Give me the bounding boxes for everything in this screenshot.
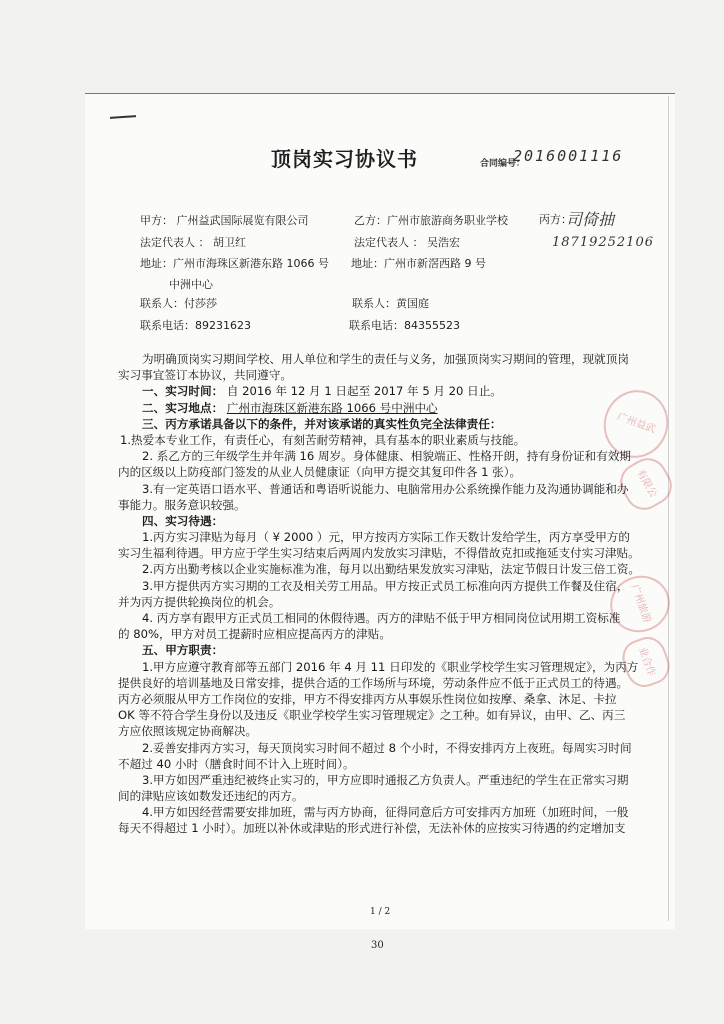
section-5-item-1-cont-2: 丙方必须服从甲方工作岗位的安排，甲方不得安排丙方从事娱乐性岗位如按摩、桑拿、沐足、卡拉 — [118, 691, 617, 706]
agreement-body — [118, 351, 646, 837]
party-b-address: 地址：广州市新滘西路 9 号 — [351, 257, 486, 270]
section-2-text: 广州市海珠区新港东路 1066 号中洲中心 — [226, 400, 438, 415]
section-5-item-3: 3.甲方如因严重违纪被终止实习的，甲方应即时通报乙方负责人。严重违纪的学生在正常实习期 — [142, 772, 629, 787]
intro-line-2: 实习事宜签订本协议，共同遵守。 — [118, 368, 292, 383]
section-5-item-1-cont-4: 方应依照该规定协商解决。 — [118, 724, 258, 739]
company-seal-partial-2: 有限公 — [613, 451, 679, 517]
party-b-phone: 联系电话：84355523 — [349, 319, 460, 332]
section-3-item-3: 3.有一定英语口语水平、普通话和粤语听说能力、电脑常用办公系统操作能力及沟通协调能和办 — [142, 481, 629, 496]
party-a-name: 甲方： 广州益武国际展览有限公司 — [140, 214, 309, 227]
section-4-item-4-cont: 的 80%，甲方对员工提薪时应相应提高丙方的津贴。 — [118, 627, 391, 642]
party-a-representative: 法定代表人 ： 胡卫红 — [140, 236, 246, 249]
section-5-item-1: 1.甲方应遵守教育部等五部门 2016 年 4 月 11 日印发的《职业学校学生实习管理规定》，为丙方 — [142, 659, 639, 674]
section-1 — [118, 383, 646, 399]
party-b-representative: 法定代表人 ： 吴浩宏 — [354, 236, 460, 249]
section-5-item-4-cont: 每天不得超过 1 小时）。加班以补休或津贴的形式进行补偿，无法补休的应按实习待遇的约定增加支 — [118, 821, 626, 836]
school-seal-partial-2: 业合作 — [617, 632, 675, 692]
section-4-item-3-cont: 并为丙方提供轮换岗位的机会。 — [118, 594, 281, 609]
section-3-item-2-cont: 内的区级以上防疫部门签发的从业人员健康证（向甲方提交其复印件各 1 张）。 — [118, 465, 522, 480]
section-5-item-1-cont-1: 提供良好的培训基地及日常安排，提供合适的工作场所与环境，劳动条件应不低于正式员工的待遇。 — [118, 675, 629, 690]
party-c-label: 丙方： — [539, 213, 572, 226]
section-3-item-2: 2. 系乙方的三年级学生并年满 16 周岁。身体健康、相貌端正、性格开朗，持有身份证和有效期 — [142, 449, 632, 464]
section-5-item-3-cont: 间的津贴应该如数发还违纪的丙方。 — [118, 789, 304, 804]
section-4-heading: 四、实习待遇： — [142, 513, 224, 528]
page-of-indicator: 1 / 2 — [370, 907, 391, 917]
party-a-contact: 联系人：付莎莎 — [140, 297, 217, 310]
party-c-signature: 司倚抽 — [566, 210, 615, 229]
page-number: 30 — [371, 940, 384, 951]
section-2 — [118, 400, 646, 416]
party-b-name: 乙方：广州市旅游商务职业学校 — [354, 214, 508, 227]
section-1-heading: 一、实习时间： — [142, 384, 224, 399]
intro-line-1: 为明确顶岗实习期间学校、用人单位和学生的责任与义务，加强顶岗实习期间的管理，现就顶岗 — [142, 352, 629, 366]
section-4-item-1: 1.丙方实习津贴为每月（ ¥ 2000 ）元，甲方按丙方实际工作天数计发给学生，丙方享受甲方的 — [142, 530, 630, 545]
section-1-text: 自 2016 年 12 月 1 日起至 2017 年 5 月 20 日止。 — [226, 384, 502, 399]
section-4-item-1-cont: 实习生福利待遇。甲方应于学生实习结束后两周内发放实习津贴，不得借故克扣或拖延支付实习津贴。 — [118, 546, 640, 561]
party-a-address-line-2: 中洲中心 — [169, 278, 213, 291]
section-3-heading: 三、丙方承诺具备以下的条件，并对该承诺的真实性负完全法律责任： — [142, 416, 502, 431]
section-5-item-2-cont: 不超过 40 小时（膳食时间不计入上班时间）。 — [118, 756, 355, 771]
contract-number-value: 2016001116 — [513, 147, 624, 165]
party-a-phone: 联系电话：89231623 — [140, 319, 251, 332]
section-4-item-4: 4. 丙方享有跟甲方正式员工相同的休假待遇。丙方的津贴不低于甲方相同岗位试用期工资标准 — [142, 611, 621, 625]
party-a-address: 地址：广州市海珠区新港东路 1066 号 — [140, 257, 329, 270]
document-title: 顶岗实习协议书 — [271, 147, 418, 171]
section-2-heading: 二、实习地点： — [142, 400, 224, 415]
section-4-item-2: 2.丙方出勤考核以企业实施标准为准，每月以出勤结果发放实习津贴，法定节假日计发三倍工资。 — [142, 562, 641, 577]
section-5-item-4: 4.甲方如因经营需要安排加班，需与丙方协商，征得同意后方可安排丙方加班（加班时间，一般 — [142, 805, 629, 820]
sheet-edge-line — [668, 96, 669, 921]
section-3-item-1: 1.热爱本专业工作，有责任心，有刻苦耐劳精神，具有基本的职业素质与技能。 — [120, 432, 526, 447]
party-b-contact: 联系人：黄国庭 — [352, 297, 429, 310]
party-c-handwritten-phone: 18719252106 — [552, 235, 654, 250]
section-3-item-3-cont: 事能力。服务意识较强。 — [118, 497, 246, 512]
section-4-item-3: 3.甲方提供丙方实习期的工衣及相关劳工用品。甲方按正式员工标准向丙方提供工作餐及住宿， — [142, 578, 629, 593]
school-seal-partial: 广州旅游 — [602, 567, 678, 640]
company-seal-partial: 广州益武 — [594, 381, 677, 467]
section-5-item-2: 2.妥善安排丙方实习，每天顶岗实习时间不超过 8 个小时，不得安排丙方上夜班。每周实习时间 — [142, 740, 632, 755]
contract-number-label: 合同编号： — [480, 159, 526, 169]
section-5-heading: 五、甲方职责： — [142, 643, 224, 658]
section-5-item-1-cont-3: OK 等不符合学生身份以及违反《职业学校学生实习管理规定》之工种。如有异议，由甲、乙、丙三 — [118, 708, 626, 723]
